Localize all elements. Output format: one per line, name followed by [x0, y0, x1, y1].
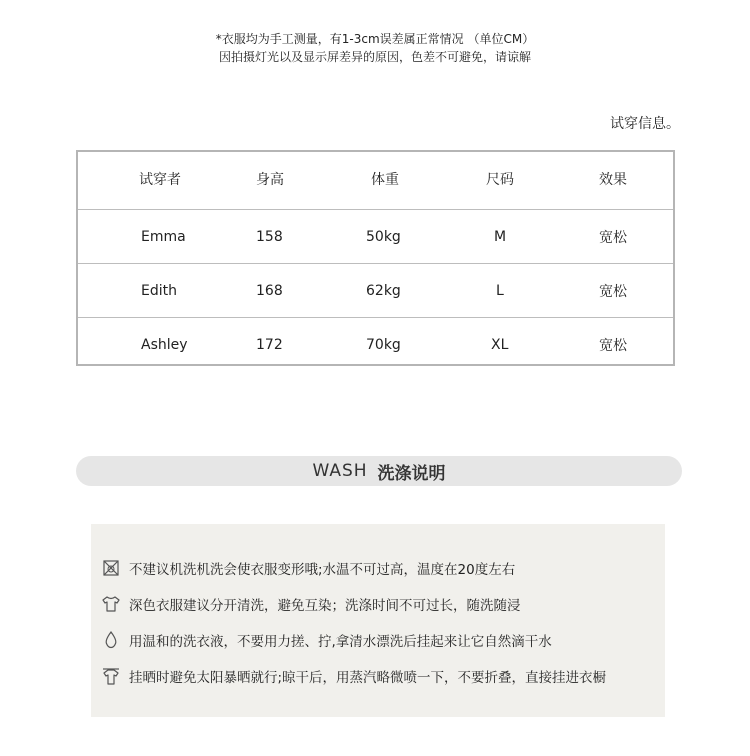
wash-title-en: WASH — [312, 461, 368, 481]
header-weight: 体重 — [371, 172, 399, 188]
wash-section-header — [76, 456, 682, 486]
care-item — [101, 629, 552, 651]
hanging-dry-icon — [101, 666, 121, 686]
tester-effect: 宽松 — [599, 337, 627, 354]
note-line-2: 因拍摄灯光以及显示屏差异的原因，色差不可避免，请谅解 — [218, 50, 531, 64]
tester-height: 172 — [256, 336, 283, 353]
tester-weight: 50kg — [366, 228, 401, 245]
tester-weight: 70kg — [366, 336, 401, 353]
tryon-table — [76, 150, 675, 366]
header-tester: 试穿者 — [139, 172, 181, 188]
tester-height: 158 — [256, 228, 283, 245]
tester-size: L — [496, 282, 504, 299]
note-line-1: *衣服均为手工测量，有1-3cm误差属正常情况 （单位CM） — [215, 32, 535, 46]
tester-name: Ashley — [141, 336, 188, 353]
header-size: 尺码 — [486, 172, 514, 188]
tester-effect: 宽松 — [599, 229, 627, 246]
table-row — [78, 209, 673, 263]
water-drop-icon — [101, 630, 121, 650]
care-text: 不建议机洗机洗会使衣服变形哦;水温不可过高，温度在20度左右 — [129, 562, 516, 578]
tester-size: M — [494, 228, 507, 245]
table-row — [78, 263, 673, 317]
care-instructions — [91, 524, 665, 717]
care-text: 用温和的洗衣液，不要用力搓、拧,拿清水漂洗后挂起来让它自然滴干水 — [129, 634, 552, 650]
care-item — [101, 665, 606, 687]
measurement-note — [0, 30, 750, 66]
no-machine-wash-icon — [101, 558, 121, 578]
tester-height: 168 — [256, 282, 283, 299]
tester-effect: 宽松 — [599, 283, 627, 300]
tester-name: Emma — [141, 228, 186, 245]
table-header-row — [78, 152, 673, 206]
care-text: 挂晒时避免太阳暴晒就行;晾干后，用蒸汽略微喷一下，不要折叠，直接挂进衣橱 — [129, 670, 607, 686]
care-item — [101, 557, 515, 579]
tester-weight: 62kg — [366, 282, 401, 299]
tester-name: Edith — [141, 282, 177, 299]
table-row — [78, 317, 673, 371]
care-item — [101, 593, 521, 615]
tester-size: XL — [491, 336, 509, 353]
header-effect: 效果 — [599, 172, 627, 188]
tryon-title: 试穿信息。 — [610, 116, 680, 132]
shirt-icon — [101, 594, 121, 614]
wash-title-cn: 洗涤说明 — [377, 463, 446, 484]
care-text: 深色衣服建议分开清洗，避免互染；洗涤时间不可过长，随洗随浸 — [129, 598, 521, 614]
header-height: 身高 — [256, 172, 284, 188]
